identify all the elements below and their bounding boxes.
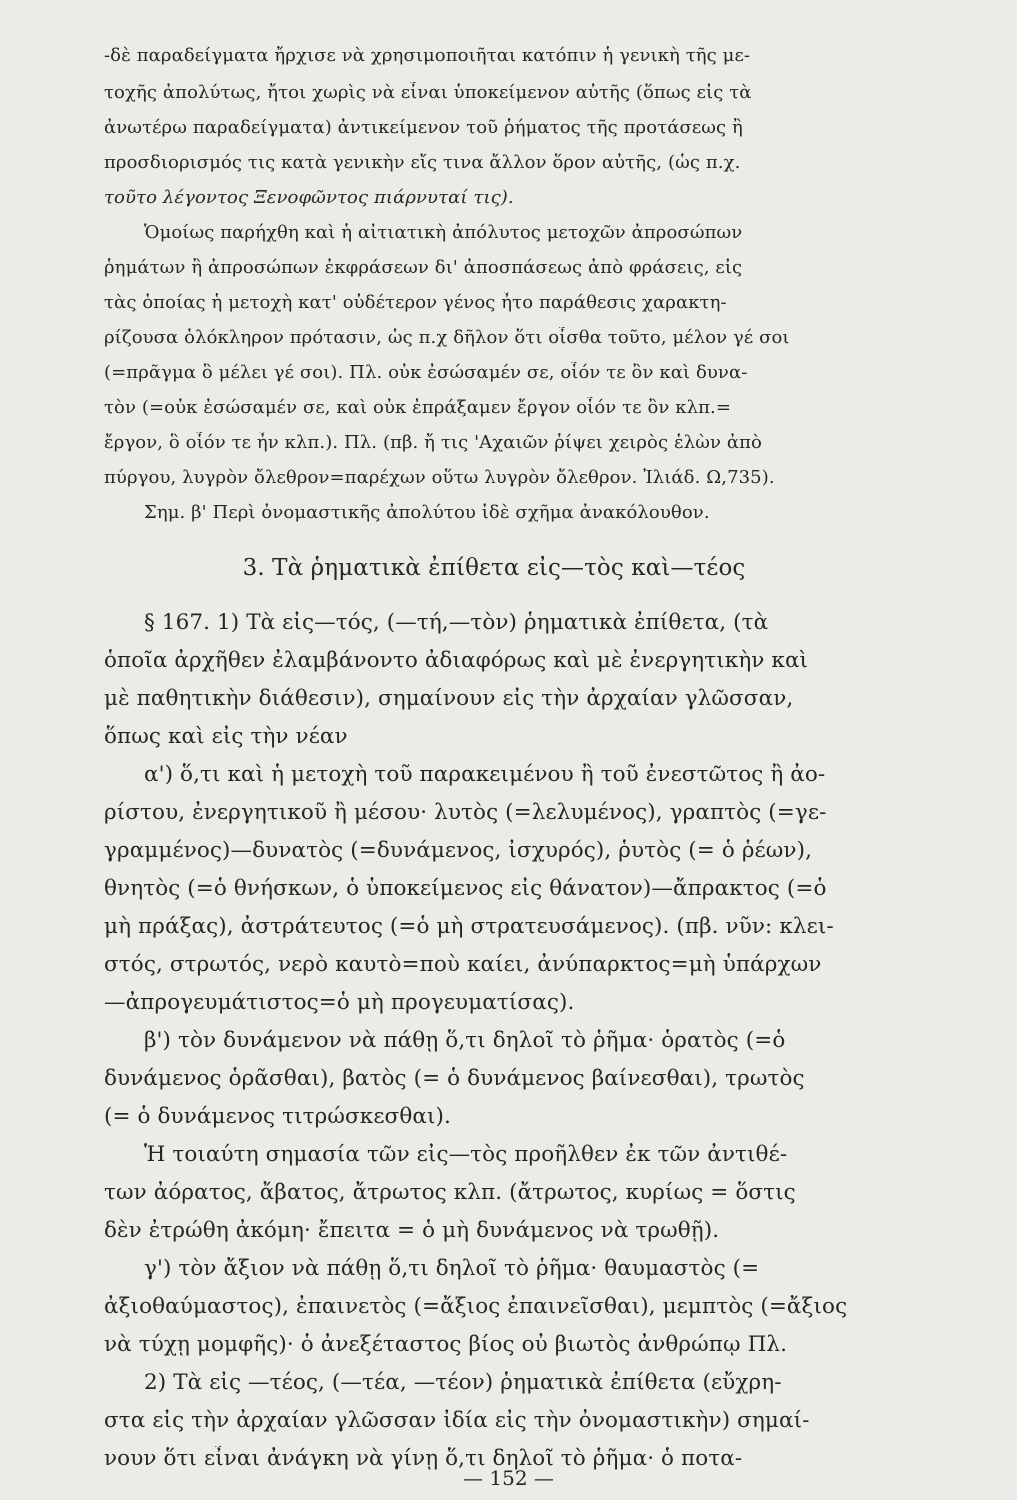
text-line: ἔργον, ὃ οἷόν τε ἦν κλπ.). Πλ. (πβ. ἤ τις 'Αχαιῶν ῥίψει χειρὸς ἑλὼν ἀπὸ [104, 432, 762, 453]
text-line: θνητὸς (=ὁ θνήσκων, ὁ ὑποκείμενος εἰς θάνατον)—ἄπρακτος (=ὁ [104, 876, 827, 901]
text-line: (= ὁ δυνάμενος τιτρώσκεσθαι). [104, 1104, 451, 1129]
text-line: νουν ὅτι εἶναι ἀνάγκη νὰ γίνῃ ὅ,τι δηλοῖ τὸ ῥῆμα· ὁ ποτα- [104, 1446, 743, 1471]
text-line: δυνάμενος ὁρᾶσθαι), βατὸς (= ὁ δυνάμενος βαίνεσθαι), τρωτὸς [104, 1066, 805, 1091]
text-line: ῥημάτων ἢ ἀπροσώπων ἐκφράσεων δι' ἀποσπάσεως ἀπὸ φράσεις, εἰς [104, 257, 743, 278]
text-line: ρίστου, ἐνεργητικοῦ ἢ μέσου· λυτὸς (=λελυμένος), γραπτὸς (=γε- [104, 800, 827, 825]
text-line: Ὁμοίως παρήχθη καὶ ἡ αἰτιατικὴ ἀπόλυτος μετοχῶν ἀπροσώπων [144, 222, 743, 243]
text-line: ρίζουσα ὁλόκληρον πρότασιν, ὡς π.χ δῆλον ὅτι οἶσθα τοῦτο, μέλον γέ σοι [104, 327, 790, 348]
text-line: μὲ παθητικὴν διάθεσιν), σημαίνουν εἰς τὴν ἀρχαίαν γλῶσσαν, [104, 686, 794, 711]
text-line: ἀνωτέρω παραδείγματα) ἀντικείμενον τοῦ ῥήματος τῆς προτάσεως ἢ [104, 117, 743, 138]
text-line: Ἡ τοιαύτη σημασία τῶν εἰς—τὸς προῆλθεν ἐκ τῶν ἀντιθέ- [144, 1142, 788, 1167]
text-line: —ἀπρογευμάτιστος=ὁ μὴ προγευματίσας). [104, 990, 575, 1015]
text-line: γ') τὸν ἄξιον νὰ πάθῃ ὅ,τι δηλοῖ τὸ ῥῆμα· θαυμαστὸς (= [144, 1256, 760, 1281]
text-line: (=πρᾶγμα ὃ μέλει γέ σοι). Πλ. οὐκ ἐσώσαμέν σε, οἷόν τε ὂν καὶ δυνα- [104, 362, 748, 383]
text-line: β') τὸν δυνάμενον νὰ πάθῃ ὅ,τι δηλοῖ τὸ ῥῆμα· ὁρατὸς (=ὁ [144, 1028, 786, 1053]
text-line: τοῦτο λέγοντος Ξενοφῶντος πιάρνυταί τις). [104, 187, 514, 208]
text-line: τοχῆς ἀπολύτως, ἤτοι χωρὶς νὰ εἶναι ὑποκείμενον αὐτῆς (ὅπως εἰς τὰ [104, 82, 752, 103]
text-line: ὁποῖα ἀρχῆθεν ἐλαμβάνοντο ἀδιαφόρως καὶ μὲ ἐνεργητικὴν καὶ [104, 648, 809, 673]
text-line: α') ὅ,τι καὶ ἡ μετοχὴ τοῦ παρακειμένου ἢ τοῦ ἐνεστῶτος ἢ ἀο- [144, 762, 826, 787]
section-heading: 3. Τὰ ῥηματικὰ ἐπίθετα εἰς—τὸς καὶ—τέος [242, 555, 746, 581]
note-line: Σημ. β' Περὶ ὀνομαστικῆς ἀπολύτου ἰδὲ σχῆμα ἀνακόλουθον. [144, 502, 710, 523]
text-line: δὲν ἐτρώθη ἀκόμη· ἔπειτα = ὁ μὴ δυνάμενος νὰ τρωθῇ). [104, 1218, 720, 1243]
text-line: πύργου, λυγρὸν ὄλεθρον=παρέχων οὕτω λυγρὸν ὄλεθρον. Ἰλιάδ. Ω,735). [104, 467, 775, 488]
text-line: μὴ πράξας), ἀστράτευτος (=ὁ μὴ στρατευσάμενος). (πβ. νῦν: κλει- [104, 914, 834, 939]
text-line: 2) Τὰ εἰς —τέος, (—τέα, —τέον) ῥηματικὰ ἐπίθετα (εὔχρη- [144, 1370, 782, 1395]
text-line: προσδιορισμός τις κατὰ γενικὴν εἴς τινα ἄλλον ὅρον αὐτῆς, (ὡς π.χ. [104, 152, 741, 173]
text-line: ὅπως καὶ εἰς τὴν νέαν [104, 724, 348, 749]
text-line: -δὲ παραδείγματα ἤρχισε νὰ χρησιμοποιῆται κατόπιν ἡ γενικὴ τῆς με- [104, 45, 751, 66]
text-line: τὰς ὁποίας ἡ μετοχὴ κατ' οὐδέτερον γένος ἦτο παράθεσις χαρακτη- [104, 292, 727, 313]
page-number: — 152 — [463, 1466, 554, 1490]
text-line: ἀξιοθαύμαστος), ἐπαινετὸς (=ἄξιος ἐπαινεῖσθαι), μεμπτὸς (=ἄξιος [104, 1294, 848, 1319]
text-line: στα εἰς τὴν ἀρχαίαν γλῶσσαν ἰδία εἰς τὴν ὀνομαστικὴν) σημαί- [104, 1408, 810, 1433]
text-line: των ἀόρατος, ἄβατος, ἄτρωτος κλπ. (ἄτρωτος, κυρίως = ὅστις [104, 1180, 796, 1205]
text-line: γραμμένος)—δυνατὸς (=δυνάμενος, ἰσχυρός), ῥυτὸς (= ὁ ῥέων), [104, 838, 813, 863]
text-line: στός, στρωτός, νερὸ καυτὸ=ποὺ καίει, ἀνύπαρκτος=μὴ ὑπάρχων [104, 952, 822, 977]
text-line: § 167. 1) Τὰ εἰς—τός, (—τή,—τὸν) ῥηματικὰ ἐπίθετα, (τὰ [144, 610, 769, 635]
text-line: νὰ τύχῃ μομφῆς)· ὁ ἀνεξέταστος βίος οὐ βιωτὸς ἀνθρώπῳ Πλ. [104, 1332, 788, 1357]
text-line: τὸν (=οὐκ ἐσώσαμέν σε, καὶ οὐκ ἐπράξαμεν ἔργον οἷόν τε ὂν κλπ.= [104, 397, 732, 418]
